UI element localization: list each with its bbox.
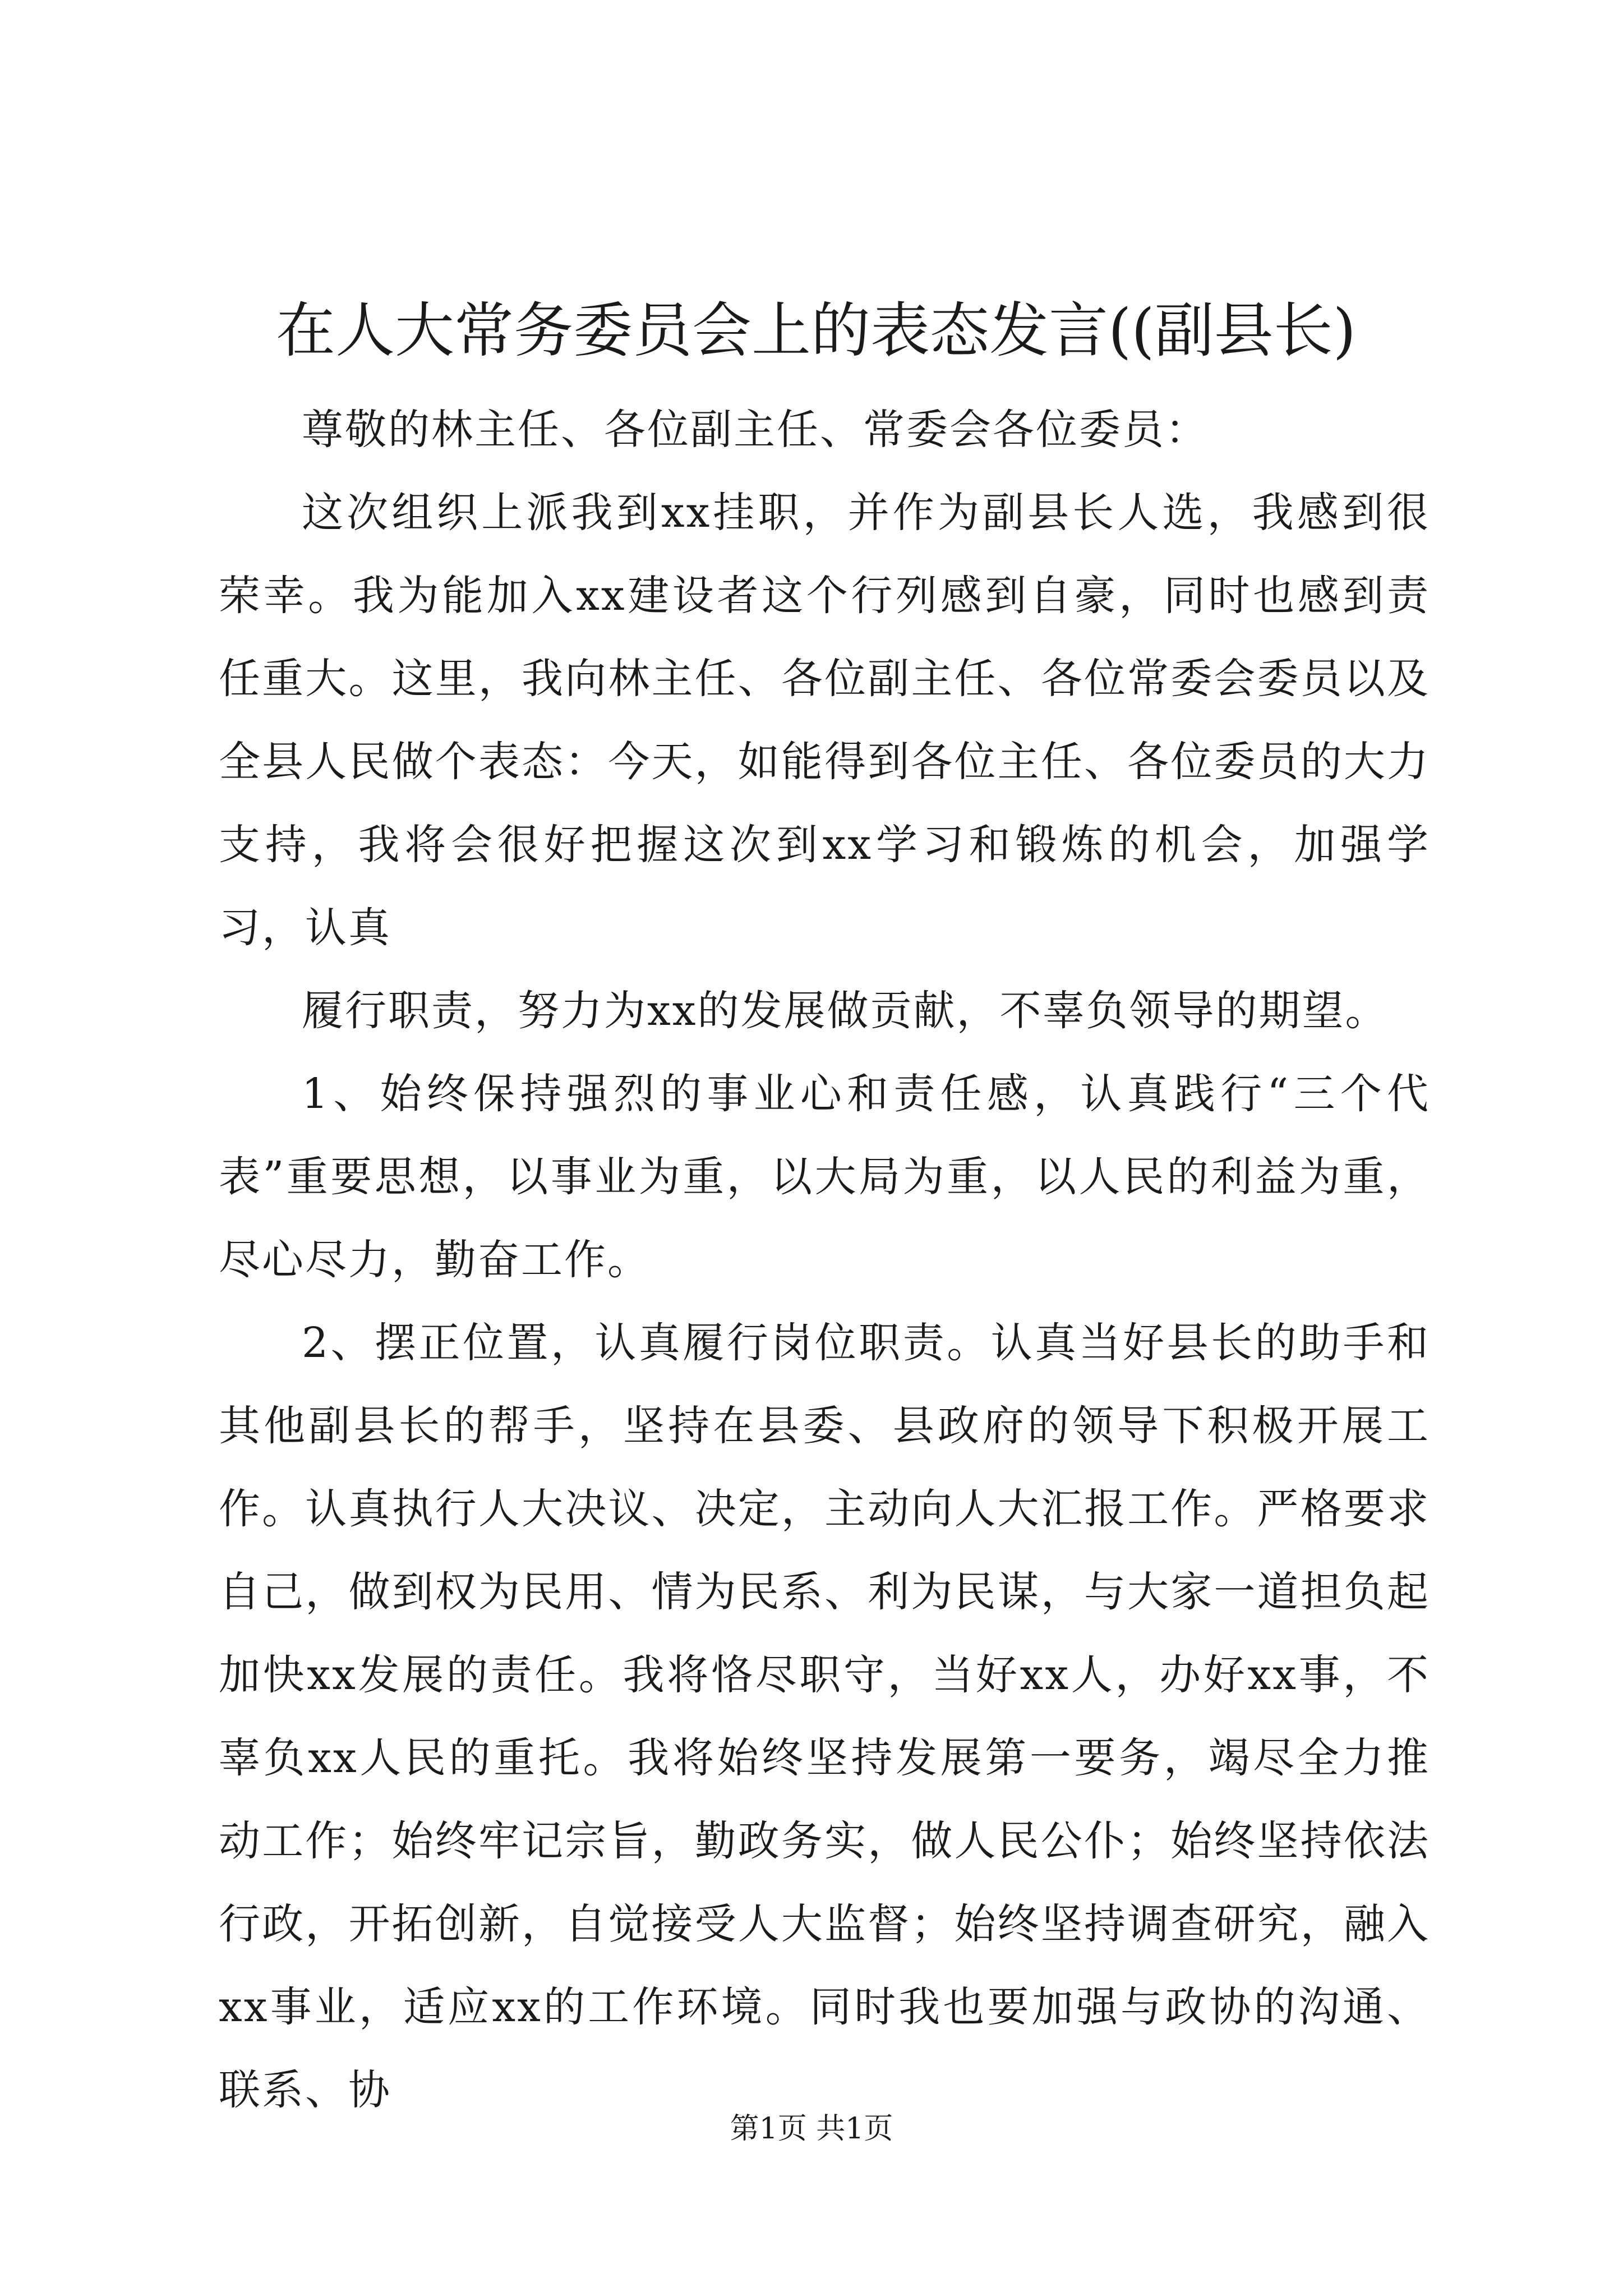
document-title: 在人大常务委员会上的表态发言((副县长) xyxy=(275,296,1357,365)
document-body xyxy=(219,388,1430,2132)
paragraph-intro: 这次组织上派我到xx挂职，并作为副县长人选，我感到很荣幸。我为能加入xx建设者这个行列感到自豪，同时也感到责任重大。这里，我向林主任、各位副主任、各位常委会委员以及全县人民做个表态：今天，如能得到各位主任、各位委员的大力支持，我将会很好把握这次到xx学习和锻炼的机会，加强学习，认真 xyxy=(219,489,1430,952)
page-footer: 第1页 共1页 xyxy=(730,2112,893,2146)
paragraph-continuation: 履行职责，努力为xx的发展做贡献，不辜负领导的期望。 xyxy=(302,987,1389,1035)
paragraph-salutation: 尊敬的林主任、各位副主任、常委会各位委员： xyxy=(302,406,1209,454)
paragraph-point-2: 2、摆正位置，认真履行岗位职责。认真当好县长的助手和其他副县长的帮手，坚持在县委、县政府的领导下积极开展工作。认真执行人大决议、决定，主动向人大汇报工作。严格要求自己，做到权为民用、情为民系、利为民谋，与大家一道担负起加快xx发展的责任。我将恪尽职守，当好xx人，办好xx事，不辜负xx人民的重托。我将始终坚持发展第一要务，竭尽全力推动工作；始终牢记宗旨，勤政务实，做人民公仆；始终坚持依法行政，开拓创新，自觉接受人大监督；始终坚持调查研究，融入xx事业，适应xx的工作环境。同时我也要加强与政协的沟通、联系、协 xyxy=(219,1319,1430,2114)
paragraph-point-1: 1、始终保持强烈的事业心和责任感，认真践行“三个代表”重要思想，以事业为重，以大局为重，以人民的利益为重，尽心尽力，勤奋工作。 xyxy=(219,1070,1430,1284)
